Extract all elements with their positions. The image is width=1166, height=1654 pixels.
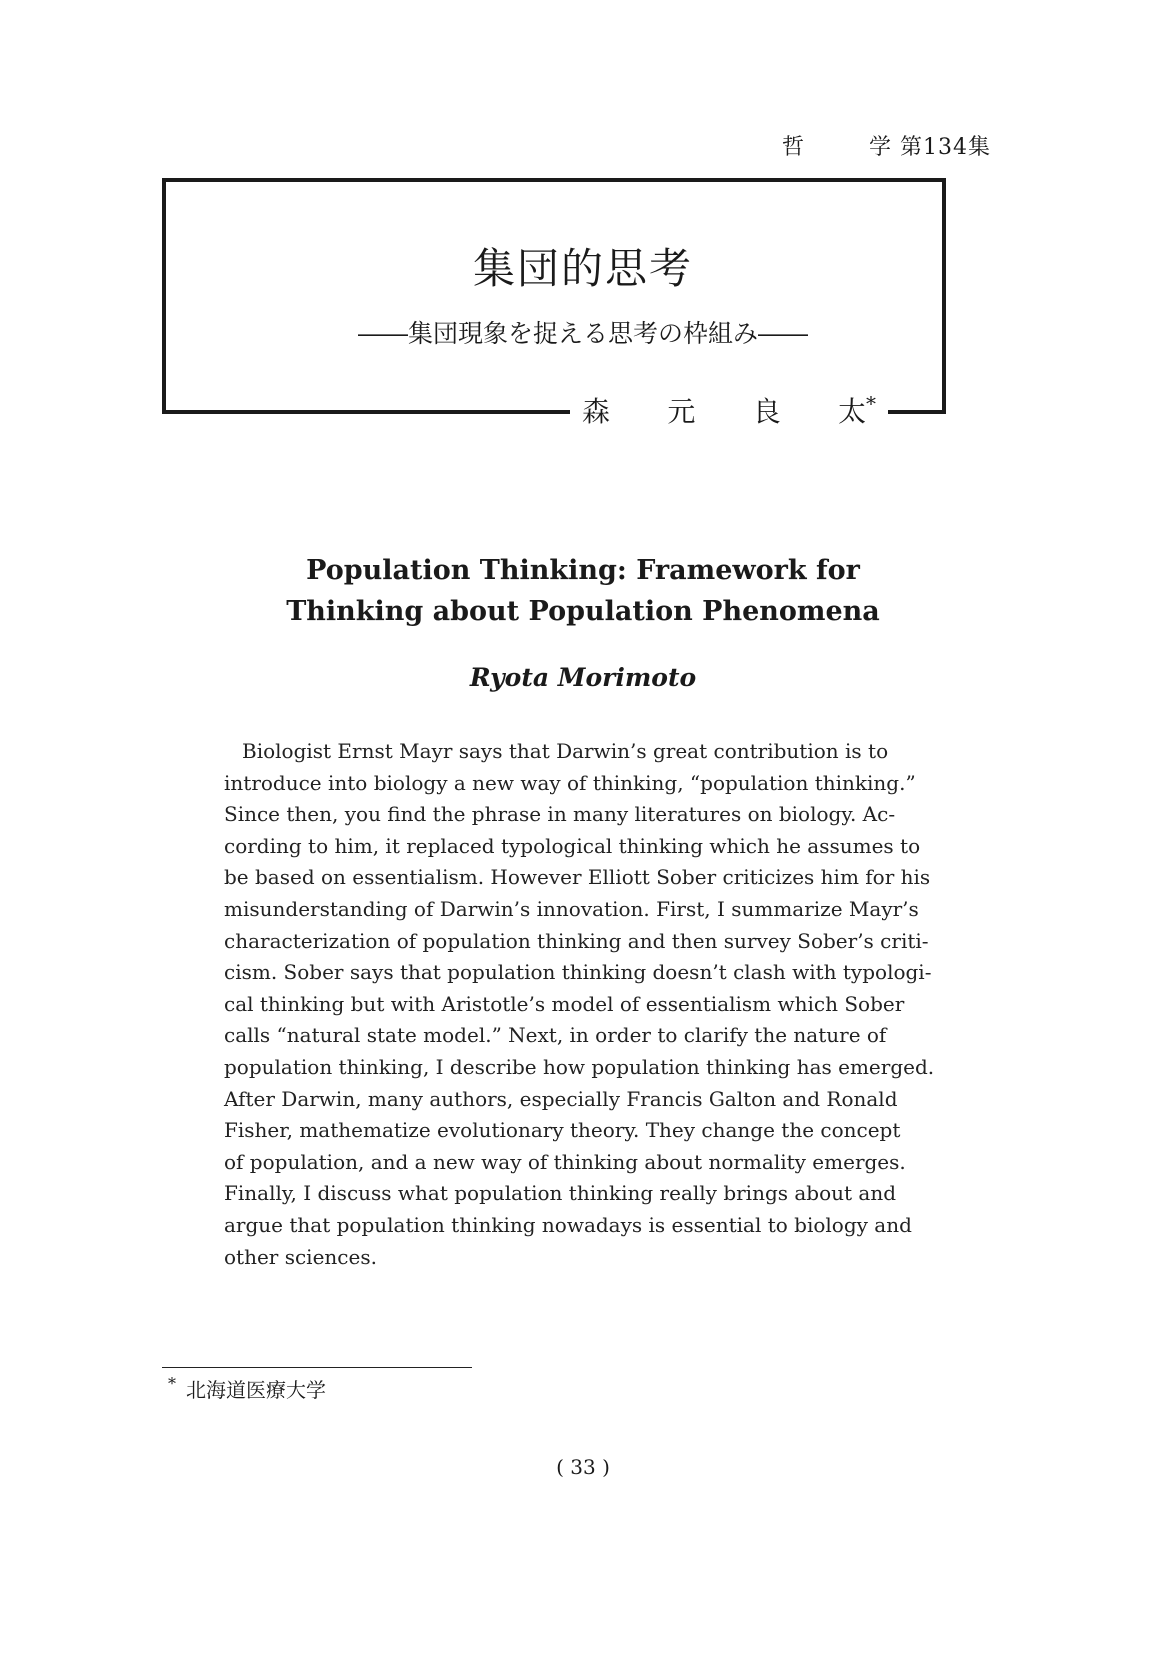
abstract-line: Since then, you find the phrase in many literatures on biology. Ac-: [224, 802, 896, 827]
abstract-line: cording to him, it replaced typological thinking which he assumes to: [224, 833, 921, 858]
abstract-line: Finally, I discuss what population thinking really brings about and: [224, 1181, 897, 1206]
english-title-line: Population Thinking: Framework for: [306, 555, 860, 586]
author-char: 元: [667, 395, 696, 428]
page-title: 集団的思考: [472, 244, 693, 293]
abstract-line: cal thinking but with Aristotle’s model of essentialism which Sober: [224, 991, 905, 1016]
footnote-marker: *: [866, 391, 876, 416]
abstract-line: After Darwin, many authors, especially Francis Galton and Ronald: [224, 1086, 898, 1111]
journal-name-1: 哲: [781, 135, 805, 160]
english-title: [0, 550, 1166, 632]
footnote-divider: [162, 1367, 472, 1368]
volume-number: 第134集: [900, 135, 991, 160]
english-title-line: Thinking about Population Phenomena: [286, 596, 880, 627]
abstract-line: introduce into biology a new way of thinking, “population thinking.”: [224, 770, 916, 795]
page-number: ( 33 ): [556, 1455, 610, 1479]
abstract-line: argue that population thinking nowadays is essential to biology and: [224, 1212, 912, 1237]
page-subtitle: ――集団現象を捉える思考の枠組み――: [357, 319, 808, 348]
footnote-text: 北海道医療大学: [186, 1378, 326, 1402]
abstract: [224, 736, 935, 1273]
author-char: 森: [582, 395, 611, 428]
abstract-line: calls “natural state model.” Next, in order to clarify the nature of: [224, 1023, 887, 1048]
footnote: [168, 1374, 326, 1403]
author-char: 良: [752, 395, 781, 428]
running-header: [782, 130, 991, 161]
title-frame: [162, 178, 946, 414]
footnote-mark: *: [168, 1374, 176, 1393]
abstract-line: characterization of population thinking and then survey Sober’s criti-: [224, 928, 929, 953]
english-author: Ryota Morimoto: [469, 663, 697, 692]
abstract-line: misunderstanding of Darwin’s innovation. First, I summarize Mayr’s: [224, 896, 919, 921]
abstract-line: of population, and a new way of thinking about normality emerges.: [224, 1149, 906, 1174]
abstract-line: population thinking, I describe how population thinking has emerged.: [224, 1054, 935, 1079]
abstract-line: be based on essentialism. However Elliott Sober criticizes him for his: [224, 865, 931, 890]
author-char: 太: [837, 395, 866, 428]
abstract-line: cism. Sober says that population thinking doesn’t clash with typologi-: [224, 960, 932, 985]
author-japanese: [570, 390, 888, 430]
abstract-line: Fisher, mathematize evolutionary theory. They change the concept: [224, 1118, 901, 1143]
abstract-line: Biologist Ernst Mayr says that Darwin’s great contribution is to: [242, 739, 889, 763]
abstract-line: other sciences.: [224, 1244, 377, 1269]
journal-name-2: 学: [868, 135, 892, 160]
